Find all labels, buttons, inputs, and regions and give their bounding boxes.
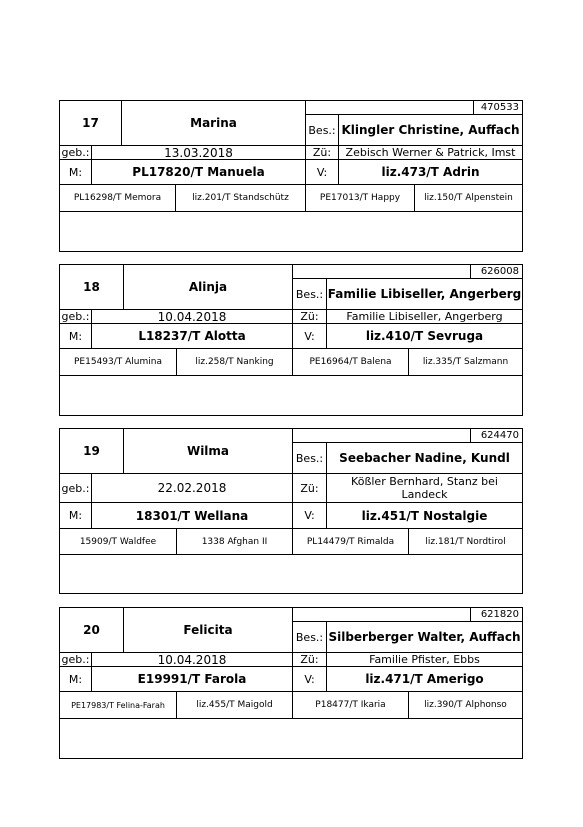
breeder-value: Familie Pfister, Ebbs — [326, 652, 523, 667]
breeder-value: Kößler Bernhard, Stanz bei Landeck — [326, 473, 523, 503]
mother-value: E19991/T Farola — [91, 666, 293, 692]
birth-label: geb.: — [59, 309, 92, 324]
owner-value: Silberberger Walter, Auffach — [326, 621, 523, 653]
mother-label: M: — [59, 159, 92, 185]
animal-card-19 — [59, 428, 523, 594]
maternal-grandmother: PL16298/T Memora — [59, 184, 176, 212]
owner-label: Bes.: — [305, 114, 339, 146]
header-spacer — [292, 607, 471, 622]
father-label: V: — [292, 323, 327, 349]
owner-label: Bes.: — [292, 621, 327, 653]
breeder-label: Zü: — [292, 309, 327, 324]
birth-label: geb.: — [59, 652, 92, 667]
maternal-grandfather: liz.455/T Maigold — [176, 691, 293, 719]
catalog-number: 17 — [59, 100, 122, 146]
animal-name: Wilma — [123, 428, 293, 474]
header-spacer — [305, 100, 474, 115]
maternal-grandfather: 1338 Afghan II — [176, 528, 293, 555]
father-value: liz.410/T Sevruga — [326, 323, 523, 349]
catalog-number: 20 — [59, 607, 124, 653]
breeder-value: Familie Libiseller, Angerberg — [326, 309, 523, 324]
owner-value: Seebacher Nadine, Kundl — [326, 442, 523, 474]
animal-id: 624470 — [470, 428, 523, 443]
birth-date: 22.02.2018 — [91, 473, 293, 503]
paternal-grandfather: liz.390/T Alphonso — [408, 691, 523, 719]
father-value: liz.451/T Nostalgie — [326, 502, 523, 529]
birth-label: geb.: — [59, 145, 92, 160]
birth-date: 10.04.2018 — [91, 309, 293, 324]
catalog-number: 19 — [59, 428, 124, 474]
animal-card-20 — [59, 607, 523, 759]
mother-value: L18237/T Alotta — [91, 323, 293, 349]
maternal-grandfather: liz.258/T Nanking — [176, 348, 293, 376]
animal-name: Marina — [121, 100, 306, 146]
breeder-label: Zü: — [292, 652, 327, 667]
animal-name: Alinja — [123, 264, 293, 310]
animal-card-17 — [59, 100, 523, 252]
mother-label: M: — [59, 323, 92, 349]
father-label: V: — [305, 159, 339, 185]
catalog-number: 18 — [59, 264, 124, 310]
paternal-grandmother: PE17013/T Happy — [305, 184, 415, 212]
animal-name: Felicita — [123, 607, 293, 653]
father-value: liz.473/T Adrin — [338, 159, 523, 185]
animal-id: 470533 — [473, 100, 523, 115]
owner-label: Bes.: — [292, 442, 327, 474]
maternal-grandmother: 15909/T Waldfee — [59, 528, 177, 555]
notes-area — [59, 554, 523, 594]
animal-id: 626008 — [470, 264, 523, 279]
paternal-grandfather: liz.181/T Nordtirol — [408, 528, 523, 555]
mother-label: M: — [59, 502, 92, 529]
notes-area — [59, 718, 523, 759]
paternal-grandmother: PE16964/T Balena — [292, 348, 409, 376]
breeder-label: Zü: — [305, 145, 339, 160]
maternal-grandmother: PE17983/T Felina-Farah — [59, 691, 177, 719]
breeder-value: Zebisch Werner & Patrick, Imst — [338, 145, 523, 160]
notes-area — [59, 211, 523, 252]
header-spacer — [292, 428, 471, 443]
notes-area — [59, 375, 523, 416]
paternal-grandfather: liz.335/T Salzmann — [408, 348, 523, 376]
mother-value: 18301/T Wellana — [91, 502, 293, 529]
breeder-label: Zü: — [292, 473, 327, 503]
father-value: liz.471/T Amerigo — [326, 666, 523, 692]
animal-card-18 — [59, 264, 523, 416]
maternal-grandmother: PE15493/T Alumina — [59, 348, 177, 376]
mother-label: M: — [59, 666, 92, 692]
birth-label: geb.: — [59, 473, 92, 503]
birth-date: 10.04.2018 — [91, 652, 293, 667]
birth-date: 13.03.2018 — [91, 145, 306, 160]
paternal-grandmother: PL14479/T Rimalda — [292, 528, 409, 555]
father-label: V: — [292, 502, 327, 529]
paternal-grandfather: liz.150/T Alpenstein — [414, 184, 523, 212]
paternal-grandmother: P18477/T Ikaria — [292, 691, 409, 719]
owner-value: Familie Libiseller, Angerberg — [326, 278, 523, 310]
father-label: V: — [292, 666, 327, 692]
owner-label: Bes.: — [292, 278, 327, 310]
owner-value: Klingler Christine, Auffach — [338, 114, 523, 146]
maternal-grandfather: liz.201/T Standschütz — [175, 184, 306, 212]
animal-id: 621820 — [470, 607, 523, 622]
mother-value: PL17820/T Manuela — [91, 159, 306, 185]
header-spacer — [292, 264, 471, 279]
